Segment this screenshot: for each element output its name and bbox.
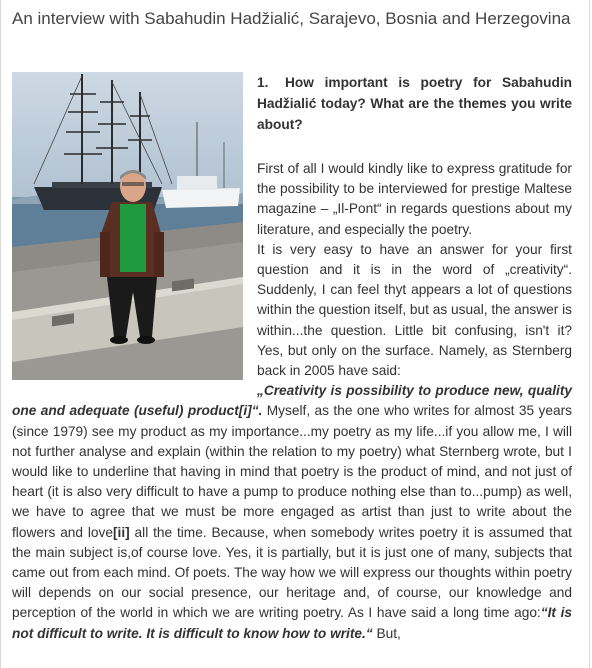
answer-paragraph-2: It is very easy to have an answer for your first question and it is in the word of „creativity“. Suddenly, I can feel thyt appears a lot of questions within the question itself, but as usual, the answer is within...the question. Little bit confusing, isn't it? Yes, but only on the surface. Namely, as Sternberg back in 2005 have said: (257, 241, 572, 379)
footnote-ref-ii[interactable]: [ii] (112, 524, 130, 540)
footnote-ref-i[interactable]: [i] (238, 403, 252, 419)
article-title: An interview with Sabahudin Hadžialić, Sarajevo, Bosnia and Herzegovina (12, 9, 571, 28)
answer-paragraph-1: First of all I would kindly like to express gratitude for the possibility to be interviewed for prestige Maltese magazine – „Il-Pont“ in regards questions about my literature, and especially the poetry. (257, 161, 572, 237)
sternberg-quote-end: “. (251, 403, 263, 419)
photo-wrap-spacer (12, 72, 257, 382)
answer-text-b: all the time. Because, when somebody writes poetry it is assumed that the main subject is,of course love. Yes, it is partially, but it is just one of many, subjects that came out from each mind. Of poets. The way how we will express our thoughts within poetry will depends on our social presence, our heritage and, of course, our knowledge and perception of the world in which we are writing poetry. As I have said a long time ago: (12, 524, 572, 621)
frame-border-right (589, 0, 590, 668)
answer-paragraph-3 (12, 381, 572, 644)
author-quote: “It is not difficult to write. It is difficult to know how to write.“ (12, 605, 572, 641)
question-number: 1. (257, 75, 269, 90)
answer-text-c: But, (372, 625, 401, 641)
question-text: How important is poetry for Sabahudin Hadžialić today? What are the themes you write about? (257, 75, 572, 132)
frame-border-left (0, 0, 1, 668)
sternberg-quote: „Creativity is possibility to produce new, quality one and adequate (useful) product (12, 383, 572, 419)
answer-text-a: Myself, as the one who writes for almost 35 years (since 1979) see my product as my importance...my poetry as my life...if you allow me, I will not further analyse and explain (within the relation to my poetry) what Sternberg wrote, but I would like to underline that having in mind that poetry is the product of mind, and not just of heart (it is also very difficult to have a pump to produce nothing else than to...pump) as well, we have to agree that we must be more engaged as artist than just to write about the flowers and love (12, 403, 572, 540)
article-body (12, 72, 572, 644)
